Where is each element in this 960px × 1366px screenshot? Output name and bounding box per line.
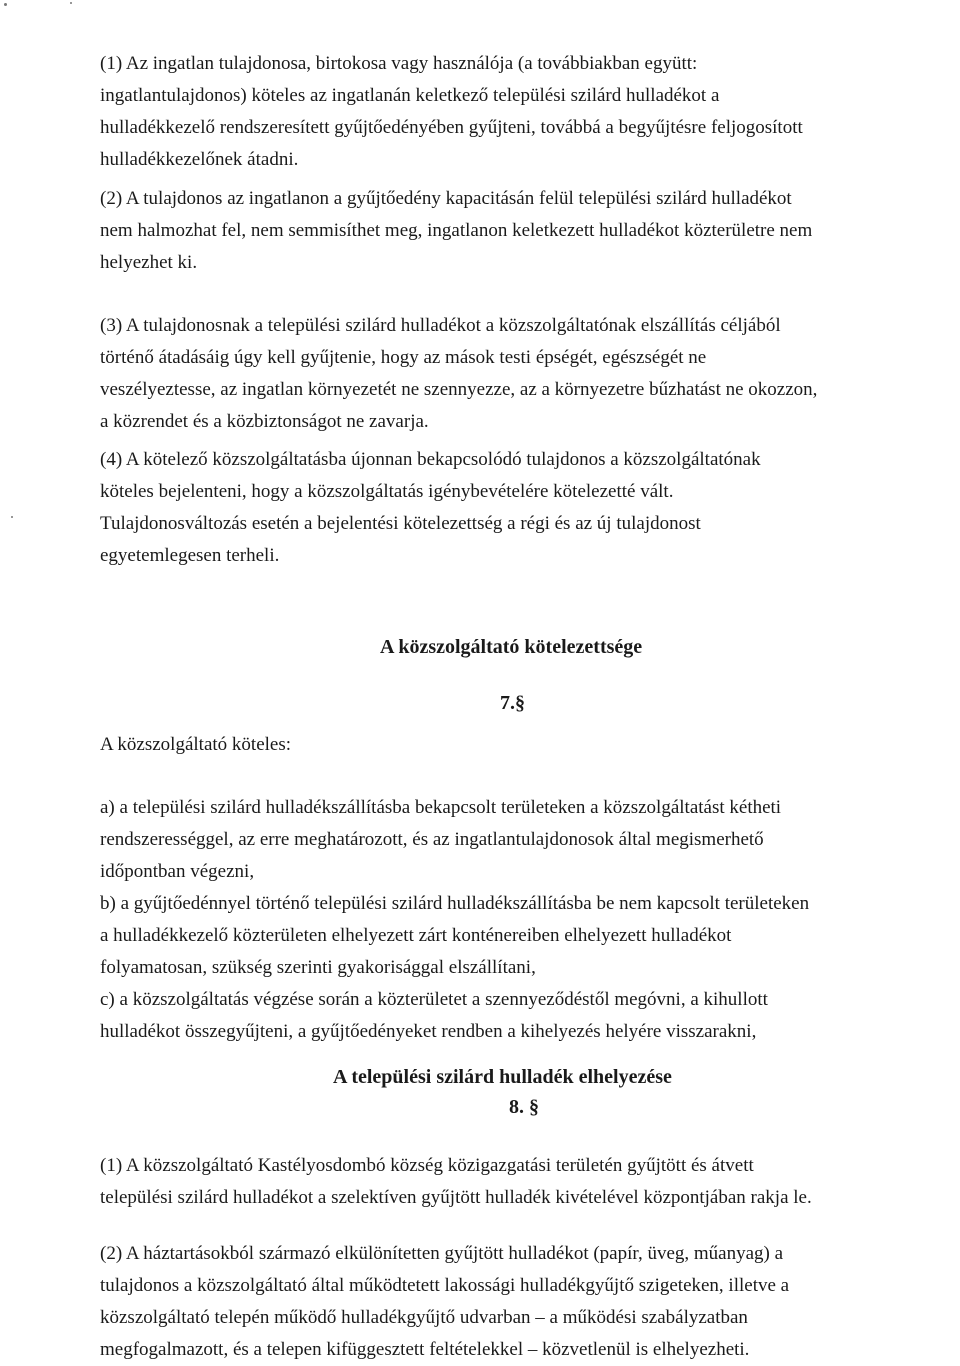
list-item-line: rendszerességgel, az erre meghatározott, és az ingatlantulajdonosok által megismerhető: [100, 829, 764, 850]
s6-paragraph-3: [100, 310, 956, 438]
text-line: nem halmozhat fel, nem semmisíthet meg, ingatlanon keletkezett hulladékot közterületre nem: [100, 220, 813, 241]
text-line: egyetemlegesen terheli.: [100, 545, 280, 566]
text-line: hulladékkezelőnek átadni.: [100, 149, 299, 170]
scan-speck: [4, 3, 7, 6]
list-item-line: a hulladékkezelő közterületen elhelyezett zárt konténereiben elhelyezett hulladékot: [100, 925, 732, 946]
s8-paragraph-1: [100, 1150, 956, 1214]
section-8-title: A települési szilárd hulladék elhelyezése: [333, 1066, 672, 1088]
s7-obligations-list: [100, 792, 956, 1048]
section-7-title: A közszolgáltató kötelezettsége: [380, 636, 643, 658]
s6-paragraph-4: [100, 444, 956, 572]
list-item-line: a) a települési szilárd hulladékszállításba bekapcsolt területeken a közszolgáltatást kétheti: [100, 797, 782, 818]
text-line: (4) A kötelező közszolgáltatásba újonnan bekapcsolódó tulajdonos a közszolgáltatónak: [100, 449, 761, 470]
s8-paragraph-2: [100, 1238, 956, 1366]
section-7-intro: A közszolgáltató köteles:: [100, 734, 292, 755]
scan-speck: [11, 516, 13, 518]
section-7-number: 7.§: [500, 692, 525, 714]
text-line: (3) A tulajdonosnak a települési szilárd hulladékot a közszolgáltatónak elszállítás céljából: [100, 315, 781, 336]
text-line: (2) A háztartásokból származó elkülönítetten gyűjtött hulladékot (papír, üveg, műanyag) a: [100, 1243, 784, 1264]
text-line: (2) A tulajdonos az ingatlanon a gyűjtőedény kapacitásán felül települési szilárd hulladékot: [100, 188, 792, 209]
list-item-line: folyamatosan, szükség szerinti gyakorisággal elszállítani,: [100, 957, 536, 978]
s6-paragraph-2: [100, 183, 956, 279]
text-line: helyezhet ki.: [100, 252, 198, 273]
text-line: ingatlantulajdonos) köteles az ingatlanán keletkező települési szilárd hulladékot a: [100, 85, 720, 106]
text-line: Tulajdonosváltozás esetén a bejelentési kötelezettség a régi és az új tulajdonost: [100, 513, 701, 534]
text-line: hulladékkezelő rendszeresített gyűjtőedényében gyűjteni, továbbá a begyűjtésre feljogosított: [100, 117, 803, 138]
scan-speck: [70, 2, 72, 4]
list-item-line: hulladékot összegyűjteni, a gyűjtőedényeket rendben a kihelyezés helyére visszarakni,: [100, 1021, 757, 1042]
text-line: történő átadásáig úgy kell gyűjtenie, hogy az mások testi épségét, egészségét ne: [100, 347, 707, 368]
text-line: települési szilárd hulladékot a szelektíven gyűjtött hulladék kivételével központjában rakja le.: [100, 1187, 812, 1208]
text-line: a közrendet és a közbiztonságot ne zavarja.: [100, 411, 429, 432]
text-line: tulajdonos a közszolgáltató által működtetett lakossági hulladékgyűjtő szigeteken, illetve a: [100, 1275, 790, 1296]
section-8-number: 8. §: [509, 1096, 539, 1118]
text-line: (1) Az ingatlan tulajdonosa, birtokosa vagy használója (a továbbiakban együtt:: [100, 53, 698, 74]
s6-paragraph-1: [100, 48, 956, 176]
text-line: megfogalmazott, és a telepen kifüggesztett feltételekkel – közvetlenül is elhelyezheti.: [100, 1339, 750, 1360]
text-line: veszélyeztesse, az ingatlan környezetét ne szennyezze, az a környezetre bűzhatást ne okozzon,: [100, 379, 818, 400]
list-item-line: c) a közszolgáltatás végzése során a közterületet a szennyeződéstől megóvni, a kihullott: [100, 989, 768, 1010]
text-line: (1) A közszolgáltató Kastélyosdombó község közigazgatási területén gyűjtött és átvett: [100, 1155, 754, 1176]
text-line: köteles bejelenteni, hogy a közszolgáltatás igénybevételére kötelezetté vált.: [100, 481, 674, 502]
list-item-line: b) a gyűjtőedénnyel történő települési szilárd hulladékszállításba be nem kapcsolt területeken: [100, 893, 810, 914]
text-line: közszolgáltató telepén működő hulladékgyűjtő udvarban – a működési szabályzatban: [100, 1307, 748, 1328]
list-item-line: időpontban végezni,: [100, 861, 255, 882]
